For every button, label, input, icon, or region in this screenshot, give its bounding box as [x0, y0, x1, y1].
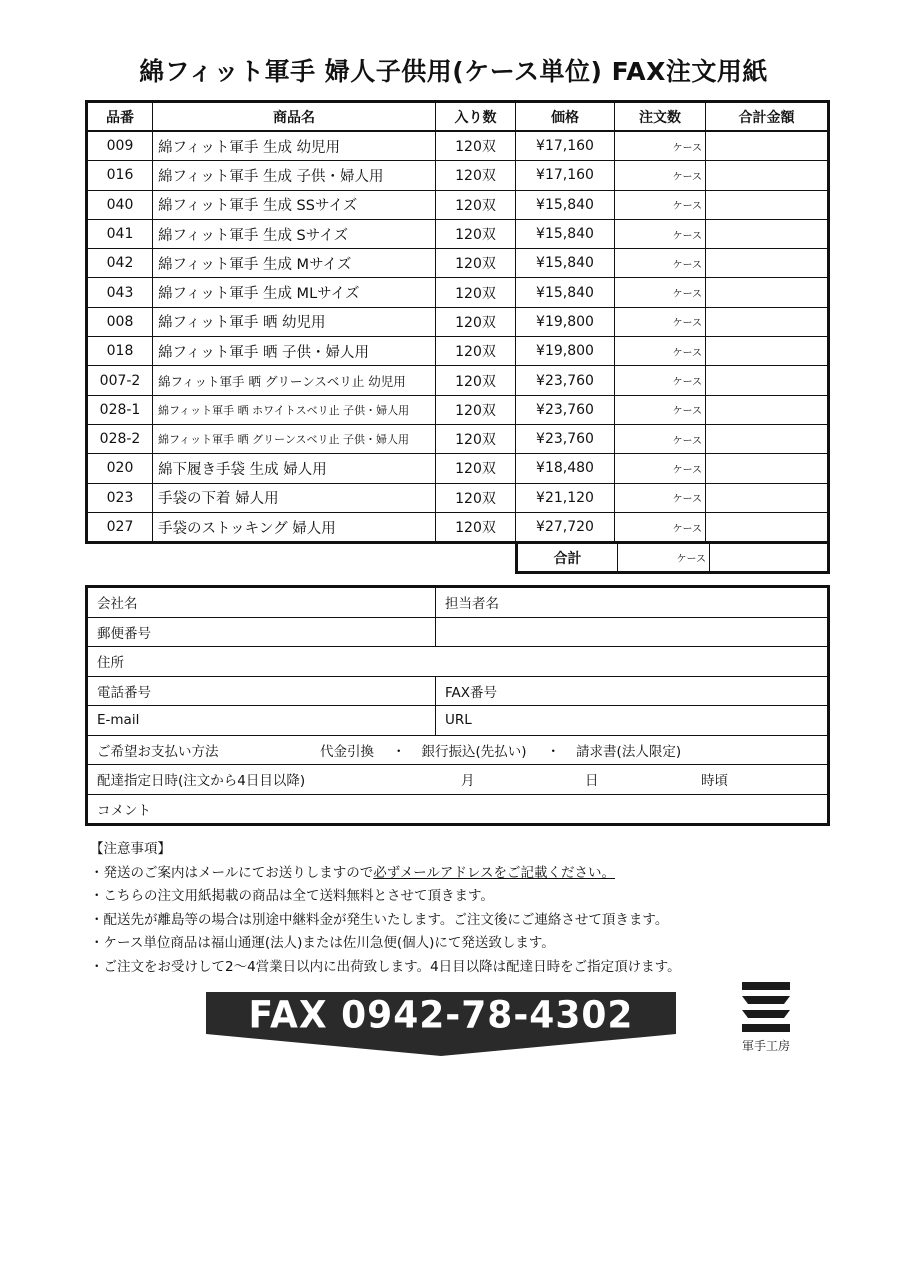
column-header: 注文数	[615, 102, 706, 132]
line-total-field[interactable]	[706, 366, 829, 395]
total-label: 合計	[517, 544, 618, 573]
table-row	[87, 483, 829, 512]
product-name: 綿フィット軍手 晒 グリーンスベリ止 子供・婦人用	[153, 424, 436, 453]
product-quantity: 120双	[436, 366, 516, 395]
product-quantity: 120双	[436, 190, 516, 219]
line-total-field[interactable]	[706, 424, 829, 453]
product-name: 綿フィット軍手 晒 ホワイトスベリ止 子供・婦人用	[153, 395, 436, 424]
note-text: ・発送のご案内はメールにてお送りしますので	[90, 864, 374, 881]
product-price: ¥15,840	[516, 219, 615, 248]
notes-heading: 【注意事項】	[90, 841, 171, 857]
product-price: ¥15,840	[516, 249, 615, 278]
line-total-field[interactable]	[706, 161, 829, 190]
product-code: 016	[87, 161, 153, 190]
product-quantity: 120双	[436, 395, 516, 424]
product-code: 041	[87, 219, 153, 248]
postal-field[interactable]: 郵便番号	[87, 617, 436, 647]
product-quantity: 120双	[436, 454, 516, 483]
product-price: ¥15,840	[516, 190, 615, 219]
product-table	[85, 100, 830, 544]
line-total-field[interactable]	[706, 483, 829, 512]
product-price: ¥23,760	[516, 366, 615, 395]
product-name: 綿フィット軍手 晒 幼児用	[153, 307, 436, 336]
product-price: ¥21,120	[516, 483, 615, 512]
product-price: ¥23,760	[516, 424, 615, 453]
fax-number-banner: FAX 0942-78-4302	[248, 993, 634, 1038]
product-code: 043	[87, 278, 153, 307]
line-total-field[interactable]	[706, 307, 829, 336]
day-label: 日	[585, 773, 599, 790]
address-field[interactable]: 住所	[87, 647, 829, 677]
line-total-field[interactable]	[706, 337, 829, 366]
table-row	[87, 395, 829, 424]
order-count-field[interactable]: ケース	[615, 307, 706, 336]
line-total-field[interactable]	[706, 190, 829, 219]
comment-field[interactable]: コメント	[87, 794, 829, 825]
note-emphasis: 必ずメールアドレスをご記載ください。	[373, 864, 616, 881]
line-total-field[interactable]	[706, 249, 829, 278]
order-count-field[interactable]: ケース	[615, 483, 706, 512]
table-header-row	[87, 102, 829, 132]
order-count-field[interactable]: ケース	[615, 278, 706, 307]
payment-option-bank[interactable]: 銀行振込(先払い)	[421, 743, 527, 760]
table-row	[87, 219, 829, 248]
line-total-field[interactable]	[706, 131, 829, 161]
product-quantity: 120双	[436, 131, 516, 161]
note-line: ・ケース単位商品は福山通運(法人)または佐川急便(個人)にて発送致します。	[90, 935, 555, 951]
total-row	[515, 543, 830, 574]
order-count-field[interactable]: ケース	[615, 337, 706, 366]
payment-option-cod[interactable]: 代金引換	[320, 743, 374, 760]
product-quantity: 120双	[436, 249, 516, 278]
note-line	[90, 862, 681, 886]
url-field[interactable]: URL	[436, 706, 829, 736]
column-header: 合計金額	[706, 102, 829, 132]
total-order-count-field[interactable]: ケース	[618, 544, 710, 573]
product-code: 023	[87, 483, 153, 512]
product-price: ¥19,800	[516, 307, 615, 336]
product-price: ¥17,160	[516, 161, 615, 190]
table-row	[87, 454, 829, 483]
line-total-field[interactable]	[706, 278, 829, 307]
separator: ・	[546, 743, 561, 760]
product-name: 綿フィット軍手 生成 Sサイズ	[153, 219, 436, 248]
product-code: 009	[87, 131, 153, 161]
line-total-field[interactable]	[706, 454, 829, 483]
fax-field[interactable]: FAX番号	[436, 676, 829, 706]
payment-label: ご希望お支払い方法	[97, 743, 219, 760]
time-label: 時頃	[701, 773, 728, 790]
logo-text: 軍手工房	[741, 1039, 791, 1053]
product-code: 007-2	[87, 366, 153, 395]
product-name: 綿フィット軍手 生成 子供・婦人用	[153, 161, 436, 190]
payment-option-invoice[interactable]: 請求書(法人限定)	[576, 743, 682, 760]
order-count-field[interactable]: ケース	[615, 249, 706, 278]
table-row	[87, 278, 829, 307]
product-name: 綿フィット軍手 生成 Mサイズ	[153, 249, 436, 278]
product-code: 027	[87, 512, 153, 542]
line-total-field[interactable]	[706, 219, 829, 248]
product-name: 綿フィット軍手 晒 子供・婦人用	[153, 337, 436, 366]
phone-field[interactable]: 電話番号	[87, 676, 436, 706]
table-row	[87, 366, 829, 395]
month-label: 月	[461, 773, 475, 790]
product-code: 028-2	[87, 424, 153, 453]
line-total-field[interactable]	[706, 395, 829, 424]
table-row	[87, 161, 829, 190]
product-quantity: 120双	[436, 161, 516, 190]
order-count-field[interactable]: ケース	[615, 131, 706, 161]
product-name: 綿下履き手袋 生成 婦人用	[153, 454, 436, 483]
table-row	[87, 190, 829, 219]
person-field[interactable]: 担当者名	[436, 587, 829, 618]
product-code: 020	[87, 454, 153, 483]
product-code: 008	[87, 307, 153, 336]
table-row	[87, 131, 829, 161]
company-field[interactable]: 会社名	[87, 587, 436, 618]
product-name: 綿フィット軍手 晒 グリーンスベリ止 幼児用	[153, 366, 436, 395]
product-code: 018	[87, 337, 153, 366]
product-name: 綿フィット軍手 生成 SSサイズ	[153, 190, 436, 219]
product-quantity: 120双	[436, 424, 516, 453]
product-name: 綿フィット軍手 生成 幼児用	[153, 131, 436, 161]
product-quantity: 120双	[436, 337, 516, 366]
product-quantity: 120双	[436, 307, 516, 336]
customer-info-form	[85, 585, 830, 826]
product-price: ¥27,720	[516, 512, 615, 542]
order-count-field[interactable]: ケース	[615, 161, 706, 190]
email-field[interactable]: E-mail	[87, 706, 436, 736]
total-amount-field[interactable]	[710, 544, 829, 573]
order-count-field[interactable]: ケース	[615, 190, 706, 219]
product-price: ¥18,480	[516, 454, 615, 483]
table-row	[87, 249, 829, 278]
product-name: 手袋の下着 婦人用	[153, 483, 436, 512]
payment-method-field[interactable]	[87, 735, 829, 765]
line-total-field[interactable]	[706, 512, 829, 542]
product-price: ¥15,840	[516, 278, 615, 307]
note-line: ・ご注文をお受けして2～4営業日以内に出荷致します。4日目以降は配達日時をご指定頂けます。	[90, 958, 681, 975]
product-price: ¥23,760	[516, 395, 615, 424]
product-quantity: 120双	[436, 278, 516, 307]
product-quantity: 120双	[436, 512, 516, 542]
brand-logo-icon	[738, 982, 794, 1054]
note-line: ・こちらの注文用紙掲載の商品は全て送料無料とさせて頂きます。	[90, 888, 494, 904]
order-count-field[interactable]: ケース	[615, 219, 706, 248]
order-count-field[interactable]: ケース	[615, 395, 706, 424]
product-price: ¥17,160	[516, 131, 615, 161]
order-count-field[interactable]: ケース	[615, 424, 706, 453]
product-code: 040	[87, 190, 153, 219]
postal-blank-field[interactable]	[436, 617, 829, 647]
table-row	[87, 424, 829, 453]
product-quantity: 120双	[436, 219, 516, 248]
column-header: 商品名	[153, 102, 436, 132]
table-row	[87, 512, 829, 542]
page-title: 綿フィット軍手 婦人子供用(ケース単位) FAX注文用紙	[139, 57, 768, 86]
product-quantity: 120双	[436, 483, 516, 512]
notes-section	[90, 838, 681, 979]
column-header: 入り数	[436, 102, 516, 132]
product-rows	[87, 131, 829, 543]
table-row	[87, 307, 829, 336]
product-name: 手袋のストッキング 婦人用	[153, 512, 436, 542]
order-count-field[interactable]: ケース	[615, 512, 706, 542]
note-line: ・配送先が離島等の場合は別途中継料金が発生いたします。ご注文後にご連絡させて頂きます。	[90, 911, 669, 928]
product-code: 042	[87, 249, 153, 278]
separator: ・	[392, 743, 406, 760]
order-count-field[interactable]: ケース	[615, 454, 706, 483]
product-name: 綿フィット軍手 生成 MLサイズ	[153, 278, 436, 307]
table-row	[87, 337, 829, 366]
column-header: 価格	[516, 102, 615, 132]
order-count-field[interactable]: ケース	[615, 366, 706, 395]
product-code: 028-1	[87, 395, 153, 424]
column-header: 品番	[87, 102, 153, 132]
product-price: ¥19,800	[516, 337, 615, 366]
delivery-date-field[interactable]	[87, 765, 829, 795]
delivery-label: 配達指定日時(注文から4日目以降)	[97, 773, 306, 790]
